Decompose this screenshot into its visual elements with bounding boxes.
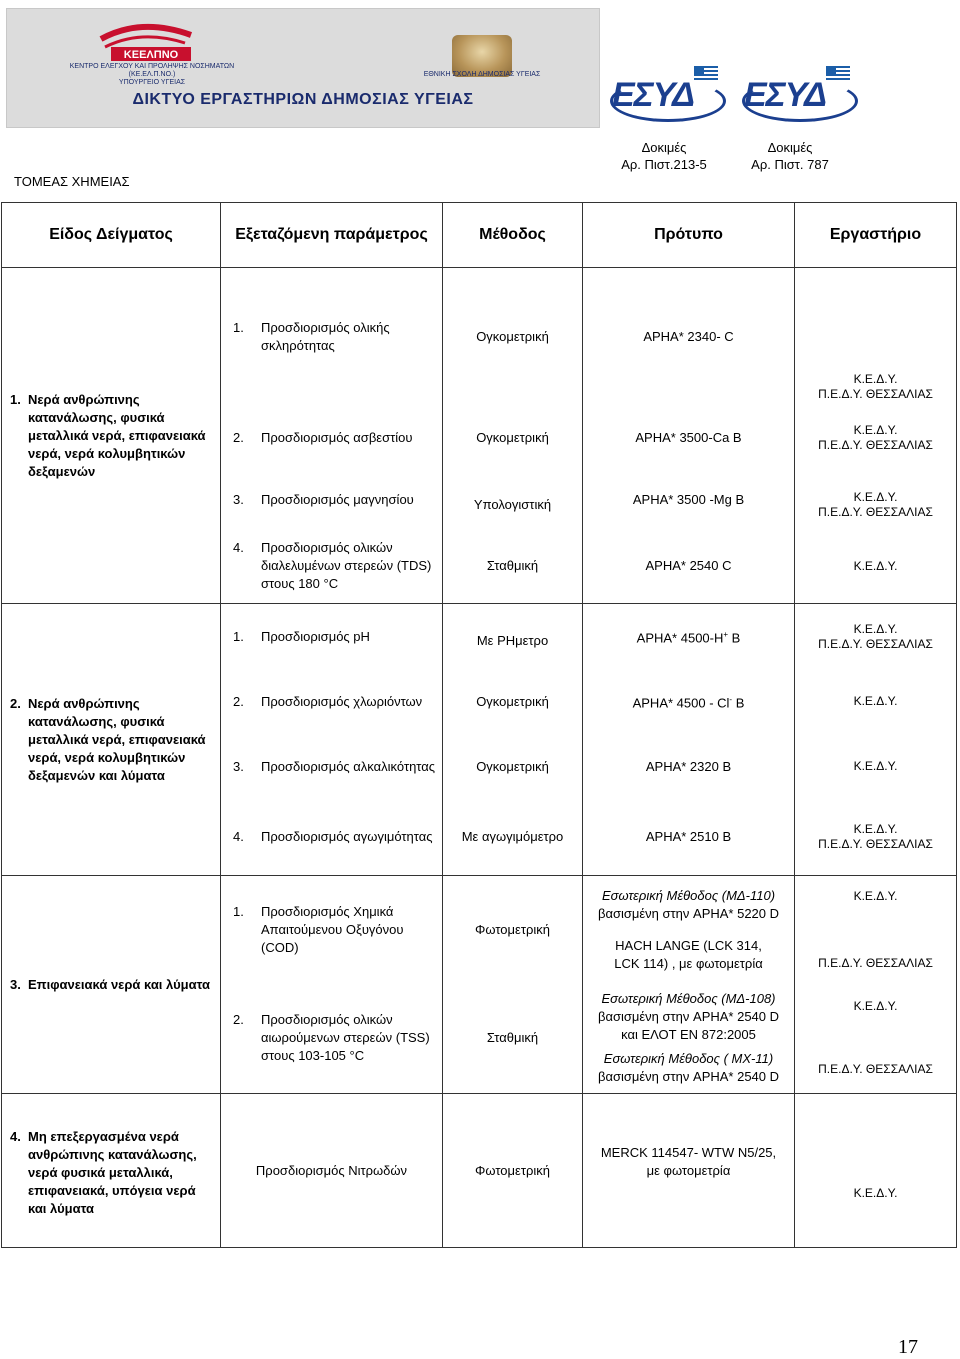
method-cell: Ογκομετρική xyxy=(443,406,583,470)
page-number: 17 xyxy=(898,1336,918,1358)
table-header-row xyxy=(2,203,957,268)
network-title: ΔΙΚΤΥΟ ΕΡΓΑΣΤΗΡΙΩΝ ΔΗΜΟΣΙΑΣ ΥΓΕΙΑΣ xyxy=(132,91,474,108)
sample-type-2: 2. Νερά ανθρώπινης κατανάλωσης, φυσικά μεταλλικά νερά, επιφανειακά νερά, νερά κολυμβητικών δεξαμενών και λύματα xyxy=(2,604,221,876)
col-header-sample: Είδος Δείγματος xyxy=(2,203,221,268)
parameter-cell: 1. Προσδιορισμός ολικής σκληρότητας xyxy=(221,268,443,406)
parameter-cell: 1. Προσδιορισμός pH xyxy=(221,604,443,670)
col-header-lab: Εργαστήριο xyxy=(795,203,957,268)
parameter-cell: 3. Προσδιορισμός αλκαλικότητας xyxy=(221,734,443,800)
tests-table xyxy=(1,202,957,1248)
col-header-standard: Πρότυπο xyxy=(583,203,795,268)
standard-cell: APHA* 4500 - Cl- B xyxy=(583,670,795,734)
method-cell: Σταθμική xyxy=(443,984,583,1094)
method-cell: Με PHμετρο xyxy=(443,604,583,670)
section-title: ΤΟΜΕΑΣ ΧΗΜΕΙΑΣ xyxy=(14,174,130,189)
greek-flag-icon xyxy=(826,66,850,82)
method-cell: Ογκομετρική xyxy=(443,268,583,406)
sample-type-3: 3. Επιφανειακά νερά και λύματα xyxy=(2,876,221,1094)
method-cell: Με αγωγιμόμετρο xyxy=(443,800,583,876)
parameter-cell: Προσδιορισμός Νιτρωδών xyxy=(221,1094,443,1248)
standard-cell: APHA* 2540 C xyxy=(583,530,795,604)
standard-cell: APHA* 3500 -Mg B xyxy=(583,470,795,530)
parameter-cell: 2. Προσδιορισμός ασβεστίου xyxy=(221,406,443,470)
lab-cell: Κ.Ε.Δ.Υ. Π.Ε.Δ.Υ. ΘΕΣΣΑΛΙΑΣ xyxy=(795,876,957,984)
table-row xyxy=(2,268,957,406)
sample-type-4: 4. Μη επεξεργασμένα νερά ανθρώπινης κατανάλωσης, νερά φυσικά μεταλλικά, επιφανειακά, υπόγεια νερά και λύματα xyxy=(2,1094,221,1248)
accreditation-1: Δοκιμές Αρ. Πιστ.213-5 xyxy=(621,140,707,172)
parameter-cell: 3. Προσδιορισμός μαγνησίου xyxy=(221,470,443,530)
standard-cell: Εσωτερική Μέθοδος (ΜΔ-110) βασισμένη στην APHA* 5220 D HACH LANGE (LCK 314, LCK 114) , με φωτομετρία xyxy=(583,876,795,984)
standard-cell: APHA* 2510 B xyxy=(583,800,795,876)
table-row xyxy=(2,1094,957,1248)
parameter-cell: 2. Προσδιορισμός χλωριόντων xyxy=(221,670,443,734)
parameter-cell: 4. Προσδιορισμός ολικών διαλελυμένων στερεών (TDS) στους 180 °C xyxy=(221,530,443,604)
standard-cell: APHA* 4500-H+ B xyxy=(583,604,795,670)
lab-cell: Κ.Ε.Δ.Υ. Π.Ε.Δ.Υ. ΘΕΣΣΑΛΙΑΣ xyxy=(795,800,957,876)
esyd-logo-2: ΕΣΥΔ xyxy=(740,64,860,122)
method-cell: Ογκομετρική xyxy=(443,670,583,734)
keelpno-subtitle: ΚΕΝΤΡΟ ΕΛΕΓΧΟΥ ΚΑΙ ΠΡΟΛΗΨΗΣ ΝΟΣΗΜΑΤΩΝ (ΚΕ.ΕΛ.Π.ΝΟ.) ΥΠΟΥΡΓΕΙΟ ΥΓΕΙΑΣ xyxy=(69,63,235,86)
sample-type-1: 1. Νερά ανθρώπινης κατανάλωσης, φυσικά μεταλλικά νερά, επιφανειακά νερά, νερά κολυμβητικών δεξαμενών xyxy=(2,268,221,604)
accreditation-2: Δοκιμές Αρ. Πιστ. 787 xyxy=(751,140,829,172)
lab-cell: Κ.Ε.Δ.Υ. Π.Ε.Δ.Υ. ΘΕΣΣΑΛΙΑΣ xyxy=(795,470,957,530)
parameter-cell: 4. Προσδιορισμός αγωγιμότητας xyxy=(221,800,443,876)
standard-cell: APHA* 3500-Ca B xyxy=(583,406,795,470)
parameter-cell: 1. Προσδιορισμός Χημικά Απαιτούμενου Οξυγόνου (COD) xyxy=(221,876,443,984)
svg-text:ΚΕΕΛΠΝΟ: ΚΕΕΛΠΝΟ xyxy=(123,49,179,61)
greek-flag-icon xyxy=(694,66,718,82)
standard-cell: APHA* 2320 B xyxy=(583,734,795,800)
lab-cell: Κ.Ε.Δ.Υ. xyxy=(795,734,957,800)
lab-cell: Κ.Ε.Δ.Υ. Π.Ε.Δ.Υ. ΘΕΣΣΑΛΙΑΣ xyxy=(795,268,957,406)
lab-cell: Κ.Ε.Δ.Υ. Π.Ε.Δ.Υ. ΘΕΣΣΑΛΙΑΣ xyxy=(795,604,957,670)
lab-cell: Κ.Ε.Δ.Υ. Π.Ε.Δ.Υ. ΘΕΣΣΑΛΙΑΣ xyxy=(795,984,957,1094)
parameter-cell: 2. Προσδιορισμός ολικών αιωρούμενων στερεών (TSS) στους 103-105 °C xyxy=(221,984,443,1094)
method-cell: Φωτομετρική xyxy=(443,876,583,984)
esyd-logo-1: ΕΣΥΔ xyxy=(608,64,728,122)
standard-cell: Εσωτερική Μέθοδος (ΜΔ-108) βασισμένη στην APHA* 2540 D και ΕΛΟΤ EN 872:2005 Εσωτερική Μέθοδος ( ΜΧ-11) βασισμένη στην APHA* 2540 D xyxy=(583,984,795,1094)
standard-cell: APHA* 2340- C xyxy=(583,268,795,406)
lab-cell: Κ.Ε.Δ.Υ. xyxy=(795,670,957,734)
standard-cell: MERCK 114547- WTW N5/25, με φωτομετρία xyxy=(583,1094,795,1248)
header-banner xyxy=(6,8,600,128)
method-cell: Ογκομετρική xyxy=(443,734,583,800)
school-name: ΕΘΝΙΚΗ ΣΧΟΛΗ ΔΗΜΟΣΙΑΣ ΥΓΕΙΑΣ xyxy=(423,71,541,78)
lab-cell: Κ.Ε.Δ.Υ. xyxy=(795,1094,957,1248)
lab-cell: Κ.Ε.Δ.Υ. xyxy=(795,530,957,604)
table-row xyxy=(2,604,957,670)
method-cell: Φωτομετρική xyxy=(443,1094,583,1248)
col-header-method: Μέθοδος xyxy=(443,203,583,268)
lab-cell: Κ.Ε.Δ.Υ. Π.Ε.Δ.Υ. ΘΕΣΣΑΛΙΑΣ xyxy=(795,406,957,470)
method-cell: Σταθμική xyxy=(443,530,583,604)
col-header-parameter: Εξεταζόμενη παράμετρος xyxy=(221,203,443,268)
method-cell: Υπολογιστική xyxy=(443,470,583,530)
table-row xyxy=(2,876,957,984)
